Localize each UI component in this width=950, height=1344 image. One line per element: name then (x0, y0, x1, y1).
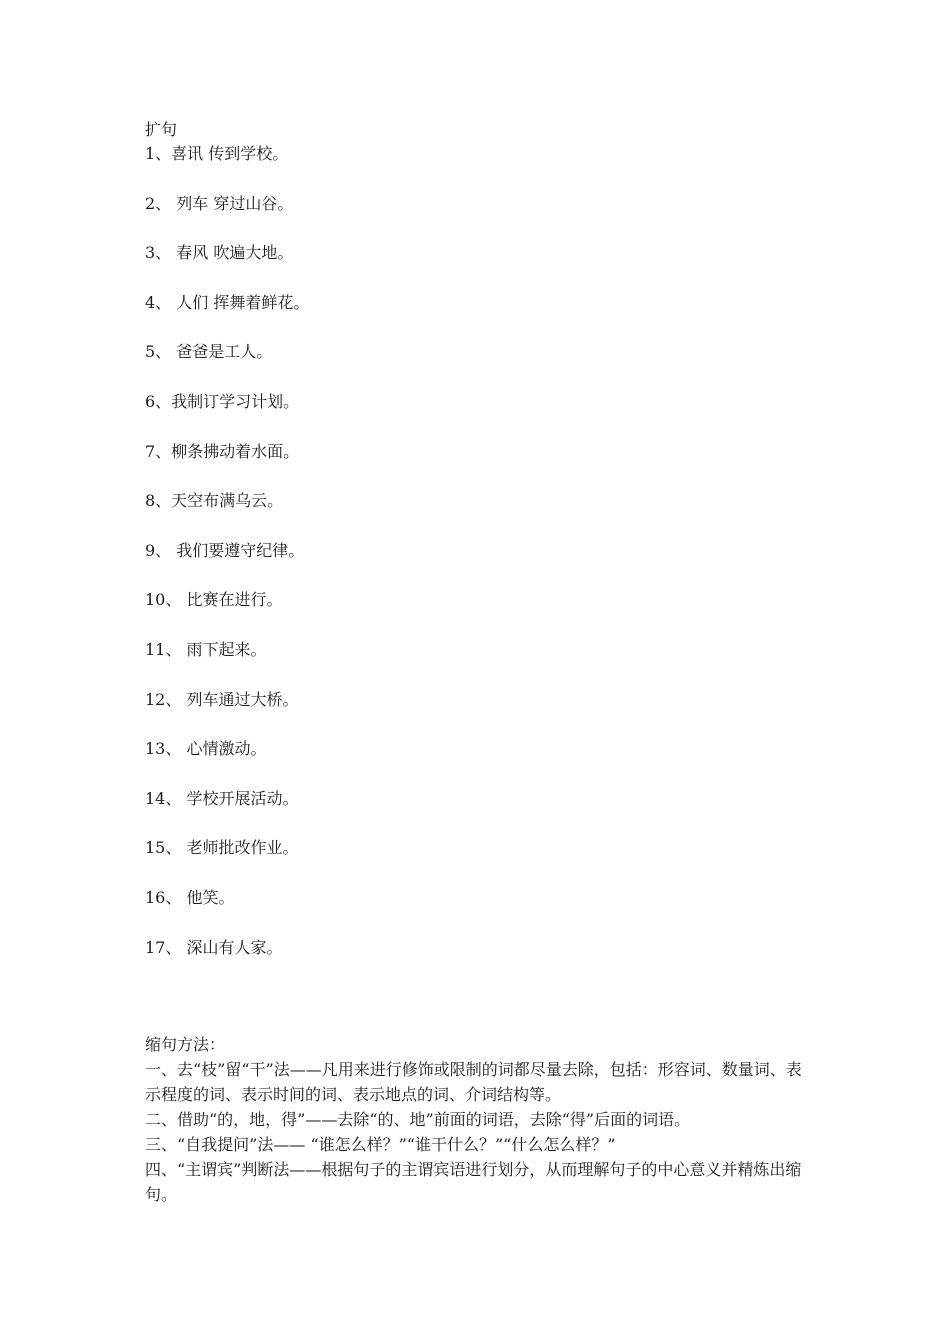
shrink-method-2: 二、借助“的，地，得”——去除“的、地”前面的词语，去除“得”后面的词语。 (145, 1110, 691, 1129)
shrink-title: 缩句方法： (145, 1035, 226, 1054)
expand-title: 扩句 (145, 120, 178, 139)
expand-item-3: 3、 春风 吹遍大地。 (145, 243, 294, 263)
shrink-method-4: 四、“主谓宾”判断法——根据句子的主谓宾语进行划分，从而理解句子的中心意义并精炼出缩句。 (145, 1160, 802, 1204)
expand-item-15: 15、 老师批改作业。 (145, 838, 299, 858)
expand-sentences-section (145, 118, 810, 960)
expand-item-6: 6、我制订学习计划。 (145, 391, 300, 411)
expand-list (145, 142, 810, 960)
shrink-method-1: 一、去“枝”留“干”法——凡用来进行修饰或限制的词都尽量去除，包括：形容词、数量词、表示程度的词、表示时间的词、表示地点的词、介词结构等。 (145, 1060, 802, 1104)
expand-item-14: 14、 学校开展活动。 (145, 788, 299, 808)
expand-item-16: 16、 他笑。 (145, 887, 235, 907)
shrink-method-3: 三、“自我提问”法—— “谁怎么样？”“谁干什么？”“什么怎么样？” (145, 1135, 616, 1154)
expand-item-17: 17、 深山有人家。 (145, 937, 283, 957)
expand-item-7: 7、柳条拂动着水面。 (145, 441, 300, 461)
expand-item-5: 5、 爸爸是工人。 (145, 342, 273, 362)
expand-item-2: 2、 列车 穿过山谷。 (145, 193, 294, 213)
shrink-methods-section (145, 1032, 810, 1207)
expand-item-1: 1、喜讯 传到学校。 (145, 144, 289, 163)
expand-item-10: 10、 比赛在进行。 (145, 590, 283, 610)
expand-item-9: 9、 我们要遵守纪律。 (145, 540, 305, 560)
expand-item-4: 4、 人们 挥舞着鲜花。 (145, 292, 310, 312)
expand-item-8: 8、天空布满乌云。 (145, 491, 284, 511)
expand-item-11: 11、 雨下起来。 (145, 639, 267, 659)
expand-item-12: 12、 列车通过大桥。 (145, 689, 299, 709)
expand-item-13: 13、 心情激动。 (145, 739, 267, 759)
